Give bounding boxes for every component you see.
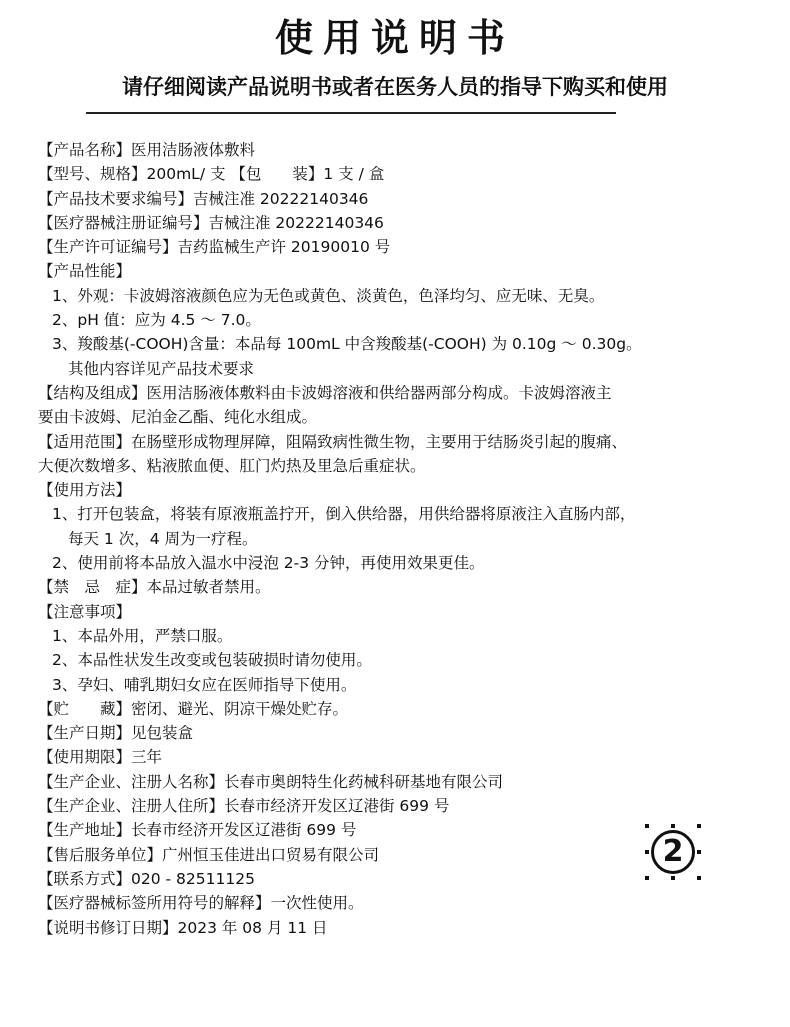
performance-item: 2、pH 值：应为 4.5 ～ 7.0。 [52, 311, 261, 330]
usage-heading: 【使用方法】 [38, 481, 132, 500]
manufacturer-address-line: 【生产企业、注册人住所】长春市经济开发区辽港街 699 号 [38, 797, 450, 816]
usage-item: 1、打开包装盒，将装有原液瓶盖拧开，倒入供给器，用供给器将原液注入直肠内部， [52, 505, 636, 524]
composition-line: 【结构及组成】医用洁肠液体敷料由卡波姆溶液和供给器两部分构成。卡波姆溶液主 [38, 383, 612, 402]
scope-line: 【适用范围】在肠壁形成物理屏障，阻隔致病性微生物，主要用于结肠炎引起的腹痛、 [38, 432, 628, 451]
model-spec-line: 【型号、规格】200mL/ 支 【包 装】1 支 / 盒 [38, 165, 385, 184]
page-title: 使用说明书 [274, 16, 515, 60]
symbol-explanation-line: 【医疗器械标签所用符号的解释】一次性使用。 [38, 894, 364, 913]
manufacturer-name-line: 【生产企业、注册人名称】长春市奥朗特生化药械科研基地有限公司 [38, 772, 504, 791]
precautions-heading: 【注意事项】 [38, 602, 132, 621]
registration-line: 【医疗器械注册证编号】吉械注准 20222140346 [38, 213, 384, 232]
performance-heading: 【产品性能】 [38, 262, 132, 281]
license-line: 【生产许可证编号】吉药监械生产许 20190010 号 [38, 238, 391, 257]
divider [86, 112, 616, 114]
composition-line-cont: 要由卡波姆、尼泊金乙酯、纯化水组成。 [38, 408, 318, 427]
product-name-line: 【产品名称】医用洁肠液体敷料 [38, 141, 256, 159]
after-sales-line: 【售后服务单位】广州恒玉佳进出口贸易有限公司 [38, 845, 380, 864]
usage-item-cont: 每天 1 次，4 周为一疗程。 [68, 529, 258, 548]
performance-item: 3、羧酸基(-COOH)含量：本品每 100mL 中含羧酸基(-COOH) 为 0.10g ～ 0.30g。 [52, 335, 642, 354]
precaution-item: 2、本品性状发生改变或包装破损时请勿使用。 [52, 651, 372, 670]
production-date-line: 【生产日期】见包装盒 [38, 724, 194, 743]
contact-line: 【联系方式】020 - 82511125 [38, 869, 255, 888]
production-address-line: 【生产地址】长春市经济开发区辽港街 699 号 [38, 821, 357, 840]
performance-item: 1、外观：卡波姆溶液颜色应为无色或黄色、淡黄色，色泽均匀、应无味、无臭。 [52, 286, 605, 305]
single-use-symbol-icon: 2 [651, 830, 695, 874]
performance-note: 其他内容详见产品技术要求 [68, 359, 255, 378]
tech-requirement-line: 【产品技术要求编号】吉械注准 20222140346 [38, 189, 369, 208]
usage-item: 2、使用前将本品放入温水中浸泡 2-3 分钟，再使用效果更佳。 [52, 554, 485, 573]
scope-line-cont: 大便次数增多、粘液脓血便、肛门灼热及里急后重症状。 [38, 456, 426, 475]
precaution-item: 3、孕妇、哺乳期妇女应在医师指导下使用。 [52, 675, 357, 694]
revision-date-line: 【说明书修订日期】2023 年 08 月 11 日 [38, 918, 328, 937]
contraindication-line: 【禁 忌 症】本品过敏者禁用。 [38, 578, 271, 597]
page-subtitle: 请仔细阅读产品说明书或者在医务人员的指导下购买和使用 [122, 75, 668, 99]
storage-line: 【贮 藏】密闭、避光、阴凉干燥处贮存。 [38, 699, 349, 718]
instructions-body [38, 138, 753, 940]
precaution-item: 1、本品外用，严禁口服。 [52, 626, 233, 645]
expiry-line: 【使用期限】三年 [38, 748, 163, 767]
cropped-header-text [0, 0, 790, 8]
